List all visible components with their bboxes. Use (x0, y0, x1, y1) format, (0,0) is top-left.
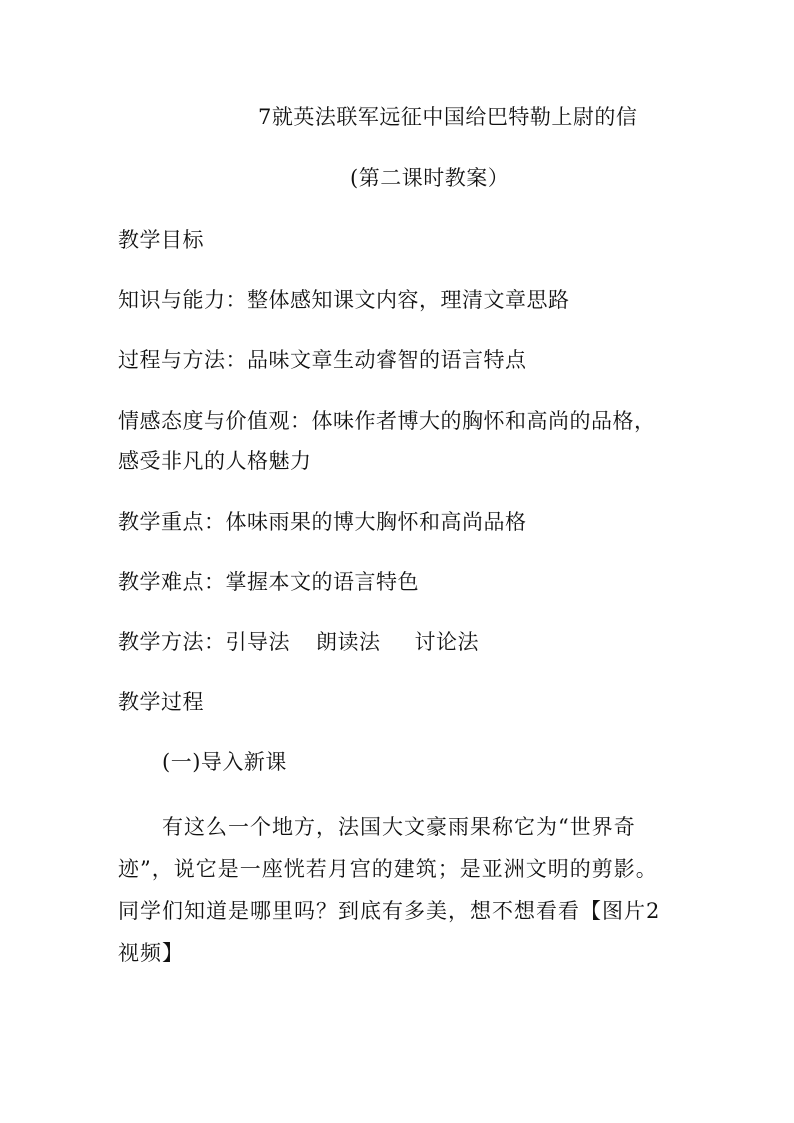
objective-emotion-line2: 感受非凡的人格魅力 (118, 449, 312, 473)
method-discussion: 讨论法 (414, 630, 479, 654)
paragraph-line: 有这么一个地方，法国大文豪雨果称它为“世界奇 (162, 815, 636, 839)
document-title: 7就英法联军远征中国给巴特勒上尉的信 (258, 105, 638, 129)
teaching-key-point: 教学重点：体味雨果的博大胸怀和高尚品格 (118, 510, 527, 534)
teaching-difficulty: 教学难点：掌握本文的语言特色 (118, 570, 419, 594)
objective-emotion-line1: 情感态度与价值观：体味作者博大的胸怀和高尚的品格， (118, 409, 656, 433)
objectives-heading: 教学目标 (118, 228, 204, 252)
objective-knowledge: 知识与能力：整体感知课文内容，理清文章思路 (118, 288, 570, 312)
intro-paragraph (118, 806, 678, 974)
teaching-methods (118, 627, 479, 657)
paragraph-line: 迹”，说它是一座恍若月宫的建筑；是亚洲文明的剪影。 (118, 857, 658, 881)
objective-process: 过程与方法：品味文章生动睿智的语言特点 (118, 348, 527, 372)
method-reading: 朗读法 (316, 630, 381, 654)
document-subtitle: (第二课时教案） (350, 166, 510, 190)
methods-label: 教学方法：引导法 (118, 630, 290, 654)
section-heading-intro: (一)导入新课 (162, 750, 287, 774)
paragraph-line: 视频】 (118, 941, 184, 965)
process-heading: 教学过程 (118, 690, 204, 714)
paragraph-line: 同学们知道是哪里吗？到底有多美，想不想看看【图片2 (118, 899, 661, 923)
